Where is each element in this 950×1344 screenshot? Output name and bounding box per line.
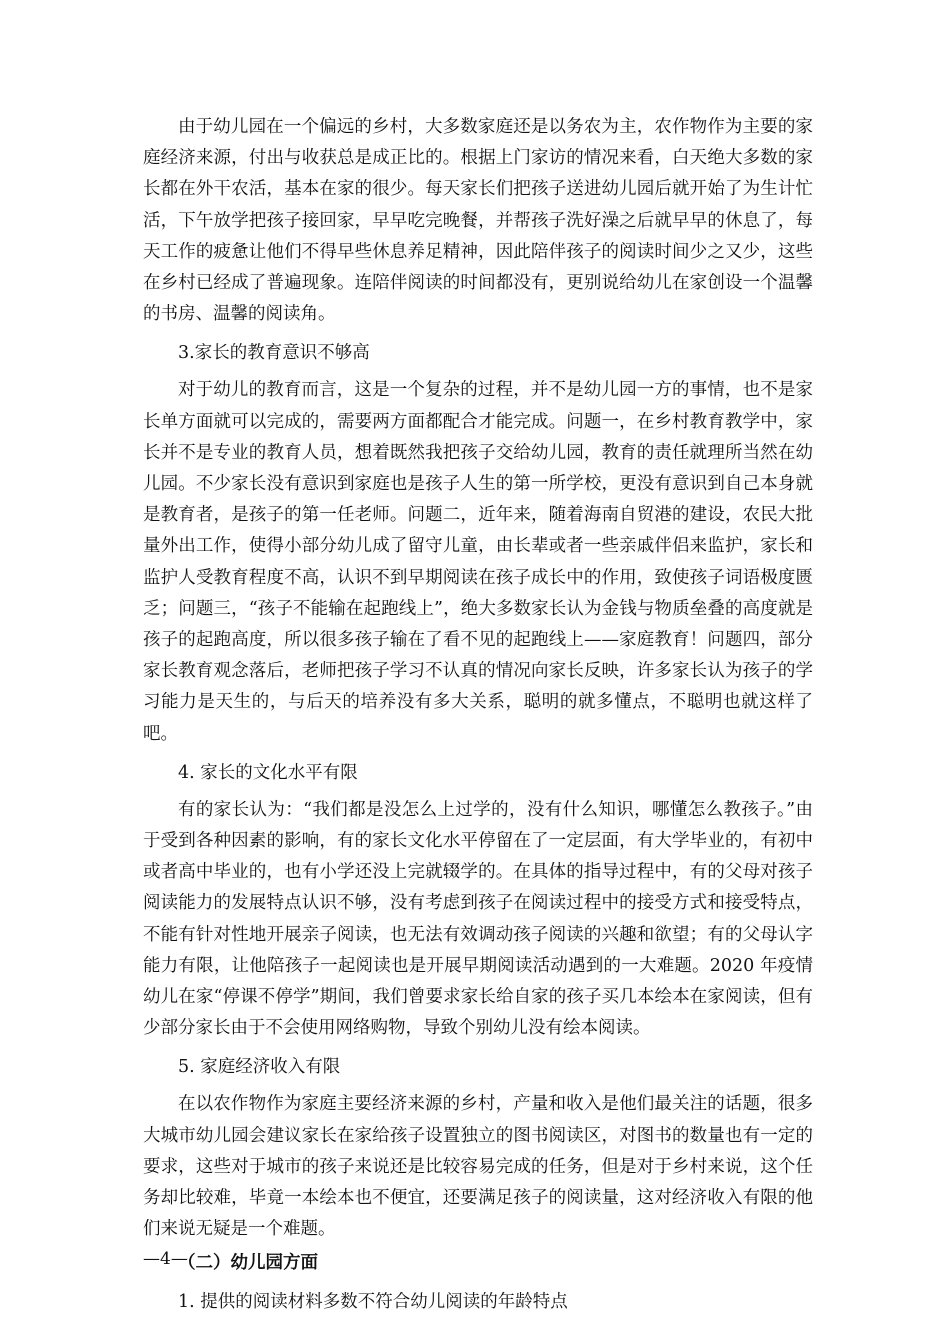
section-heading-kindergarten: （二）幼儿园方面	[178, 1252, 318, 1273]
document-body	[143, 112, 813, 1324]
heading-cultural-level: 4. 家长的文化水平有限	[178, 762, 358, 783]
heading-reading-materials: 1. 提供的阅读材料多数不符合幼儿阅读的年龄特点	[178, 1291, 568, 1312]
paragraph-education-awareness: 对于幼儿的教育而言，这是一个复杂的过程，并不是幼儿园一方的事情，也不是家长单方面就可以完成的，需要两方面都配合才能完成。问题一，在乡村教育教学中，家长并不是专业的教育人员，想着既然我把孩子交给幼儿园，教育的责任就理所当然在幼儿园。不少家长没有意识到家庭也是孩子人生的第一所学校，更没有意识到自己本身就是教育者，是孩子的第一任老师。问题二，近年来，随着海南自贸港的建设，农民大批量外出工作，使得小部分幼儿成了留守儿童，由长辈或者一些亲戚伴侣来监护，家长和监护人受教育程度不高，认识不到早期阅读在孩子成长中的作用，致使孩子词语极度匮乏；问题三，“孩子不能输在起跑线上”，绝大多数家长认为金钱与物质垒叠的高度就是孩子的起跑高度，所以很多孩子输在了看不见的起跑线上——家庭教育！问题四，部分家长教育观念落后，老师把孩子学习不认真的情况向家长反映，许多家长认为孩子的学习能力是天生的，与后天的培养没有多大关系，聪明的就多懂点，不聪明也就这样了吧。	[143, 380, 813, 744]
paragraph-economic-income: 在以农作物作为家庭主要经济来源的乡村，产量和收入是他们最关注的话题，很多大城市幼儿园会建议家长在家给孩子设置独立的图书阅读区，对图书的数量也有一定的要求，这些对于城市的孩子来说还是比较容易完成的任务，但是对于乡村来说，这个任务却比较难，毕竟一本绘本也不便宜，还要满足孩子的阅读量，这对经济收入有限的他们来说无疑是一个难题。	[143, 1094, 813, 1240]
heading-education-awareness: 3.家长的教育意识不够高	[178, 343, 370, 364]
heading-economic-income: 5. 家庭经济收入有限	[178, 1057, 341, 1078]
paragraph-cultural-level: 有的家长认为：“我们都是没怎么上过学的，没有什么知识，哪懂怎么教孩子。”由于受到各种因素的影响，有的家长文化水平停留在了一定层面，有大学毕业的，有初中或者高中毕业的，也有小学还没上完就辍学的。在具体的指导过程中，有的父母对孩子阅读能力的发展特点认识不够，没有考虑到孩子在阅读过程中的接受方式和接受特点，不能有针对性地开展亲子阅读，也无法有效调动孩子阅读的兴趣和欲望；有的父母认字能力有限，让他陪孩子一起阅读也是开展早期阅读活动遇到的一大难题。2020 年疫情幼儿在家“停课不停学”期间，我们曾要求家长给自家的孩子买几本绘本在家阅读，但有少部分家长由于不会使用网络购物，导致个别幼儿没有绘本阅读。	[143, 799, 813, 1039]
page-number: —4—	[143, 1249, 188, 1269]
paragraph-family-livelihood: 由于幼儿园在一个偏远的乡村，大多数家庭还是以务农为主，农作物作为主要的家庭经济来源，付出与收获总是成正比的。根据上门家访的情况来看，白天绝大多数的家长都在外干农活，基本在家的很少。每天家长们把孩子送进幼儿园后就开始了为生计忙活，下午放学把孩子接回家，早早吃完晚餐，并帮孩子洗好澡之后就早早的休息了，每天工作的疲惫让他们不得早些休息养足精神，因此陪伴孩子的阅读时间少之又少，这些在乡村已经成了普遍现象。连陪伴阅读的时间都没有，更别说给幼儿在家创设一个温馨的书房、温馨的阅读角。	[143, 117, 813, 325]
